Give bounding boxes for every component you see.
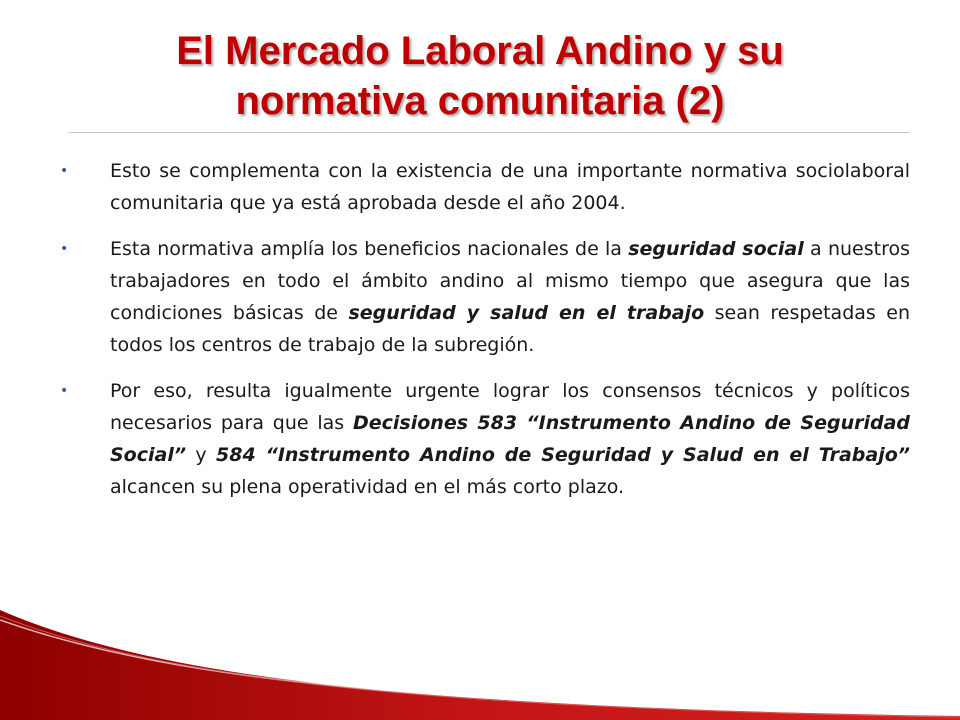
bullet-item-2 xyxy=(60,233,910,361)
footer-wave-band xyxy=(0,610,960,720)
slide-title xyxy=(40,26,920,126)
bullet-item-3 xyxy=(60,375,910,503)
emphasis-decision-584: 584 “Instrumento Andino de Seguridad y Salud en el Trabajo” xyxy=(216,444,910,466)
bullet-text: y xyxy=(186,444,217,466)
bullet-text: Esta normativa amplía los beneficios nacionales de la xyxy=(110,238,629,260)
bullet-text: Esto se complementa con la existencia de una importante normativa sociolaboral comunitaria que ya está aprobada desde el año 2004. xyxy=(110,160,910,214)
title-line-2: normativa comunitaria (2) xyxy=(235,79,725,123)
title-divider xyxy=(68,132,910,133)
bullet-text: Por eso, resulta igualmente urgente lograr los consensos técnicos y políticos necesarios para que las xyxy=(110,380,910,434)
bullet-list xyxy=(60,155,910,517)
bullet-item-1 xyxy=(60,155,910,219)
bullet-dot-icon: • xyxy=(60,241,69,257)
bullet-dot-icon: • xyxy=(60,163,69,179)
emphasis-seguridad-salud: seguridad y salud en el trabajo xyxy=(348,302,705,324)
bullet-text: a nuestros trabajadores en todo el ámbito andino al mismo tiempo que asegura que las condiciones básicas de xyxy=(110,238,910,324)
emphasis-decision-583: Decisiones 583 “Instrumento Andino de Seguridad Social” xyxy=(110,412,911,466)
footer-wave-decoration xyxy=(0,580,960,720)
bullet-dot-icon: • xyxy=(60,383,69,399)
emphasis-seguridad-social: seguridad social xyxy=(628,238,804,260)
bullet-text: alcancen su plena operatividad en el más corto plazo. xyxy=(110,476,625,498)
bullet-text: sean respetadas en todos los centros de trabajo de la subregión. xyxy=(110,302,910,356)
title-line-1: El Mercado Laboral Andino y su xyxy=(176,29,784,73)
